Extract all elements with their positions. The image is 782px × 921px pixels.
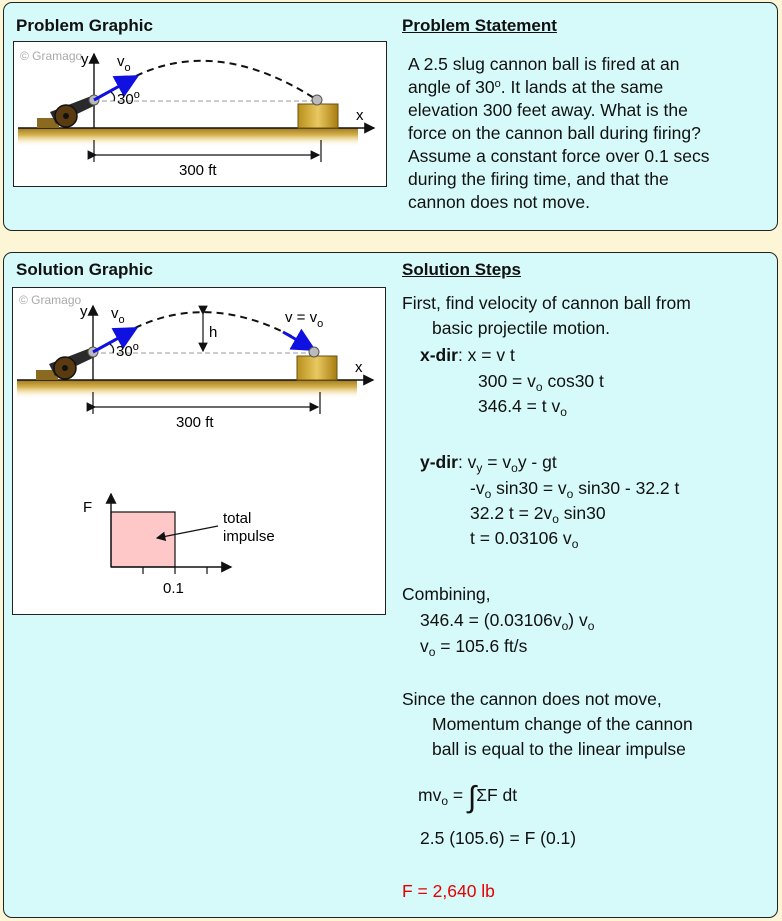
force-axis-label: F [83,499,93,516]
solution-graphic-heading: Solution Graphic [16,260,153,279]
answer-text: F = 2,640 lb [402,881,495,901]
angle-label: 30$^o$ [116,341,139,360]
problem-graphic-heading: Problem Graphic [16,16,153,35]
impulse-plot [83,494,275,597]
impulse-area [111,512,175,567]
trajectory [135,312,309,346]
problem-figure [13,41,387,187]
final-velocity-label: $v = v_o$ [285,309,324,330]
trajectory [136,61,314,98]
x-axis-label: x [356,107,364,124]
final-velocity-arrow [283,332,311,348]
problem-statement-heading: Problem Statement [402,16,557,35]
x-axis-label: x [355,359,363,376]
velocity-label: $v_o$ [111,305,125,326]
angle-arc [111,92,115,101]
copyright-text: © Gramago [19,293,82,307]
time-tick-label: 0.1 [163,580,184,597]
ground [18,128,358,146]
angle-arc [110,344,114,353]
y-axis-label: y [80,303,88,320]
height-label: h [209,324,218,341]
annotation-line1: total [223,510,252,527]
cannon-ball-end [309,347,319,357]
ground [17,380,357,398]
target-block [298,104,338,128]
distance-label: 300 ft [176,414,214,431]
distance-label: 300 ft [179,162,217,179]
target-block [297,356,337,380]
y-axis-label: y [81,51,89,68]
problem-statement-text: A 2.5 slug cannon ball is fired at an angle of 30$^o$. It lands at the same elevation 300 feet away. What is the force on the cannon ball during firing? Assume a constant force over 0.1 secs during the firing time, and that the cannon does not move. [408,54,710,212]
integral-sign: ∫ [467,781,477,814]
angle-label: 30$^o$ [117,89,140,108]
problem-panel [3,2,778,231]
solution-steps-heading: Solution Steps [402,260,521,279]
problem-diagram [14,42,386,186]
copyright-text: © Gramago [20,49,83,63]
solution-figure [12,287,386,615]
velocity-label: $v_o$ [117,53,131,74]
solution-panel: Solution Graphic Solution Steps © Gramago x y h $v_o$ 30$^o$ $v = v_o$ 300 ft F 0.1 total impulse First, find velocity of cannon ball from basic projectile motion. x-dir: x = v t $300 = v_o$ cos30 t 346.4 = t $v_o$ y-dir: $v_y = v_oy$ - gt $-v_o$ $\sin 30 = v_o$ sin30 - 32.2 t 32.2 $t = 2v_o$ sin30 t = 0.03106 $v_o$ Combining, $346.4 = (0.03106v_o)$ $v_o$ $v_o = 105.6$ ft/s Since the cannon does not move, Momentum change of the cannon ball is equal to the linear impulse $mv_o = \int\Sigma F$ dt 2.5 (105.6) = F (0.1) F = 2,640 lb [3,252,778,918]
annotation-line2: impulse [223,528,275,545]
cannon-ball-end [312,95,322,105]
solution-diagram [13,288,385,614]
